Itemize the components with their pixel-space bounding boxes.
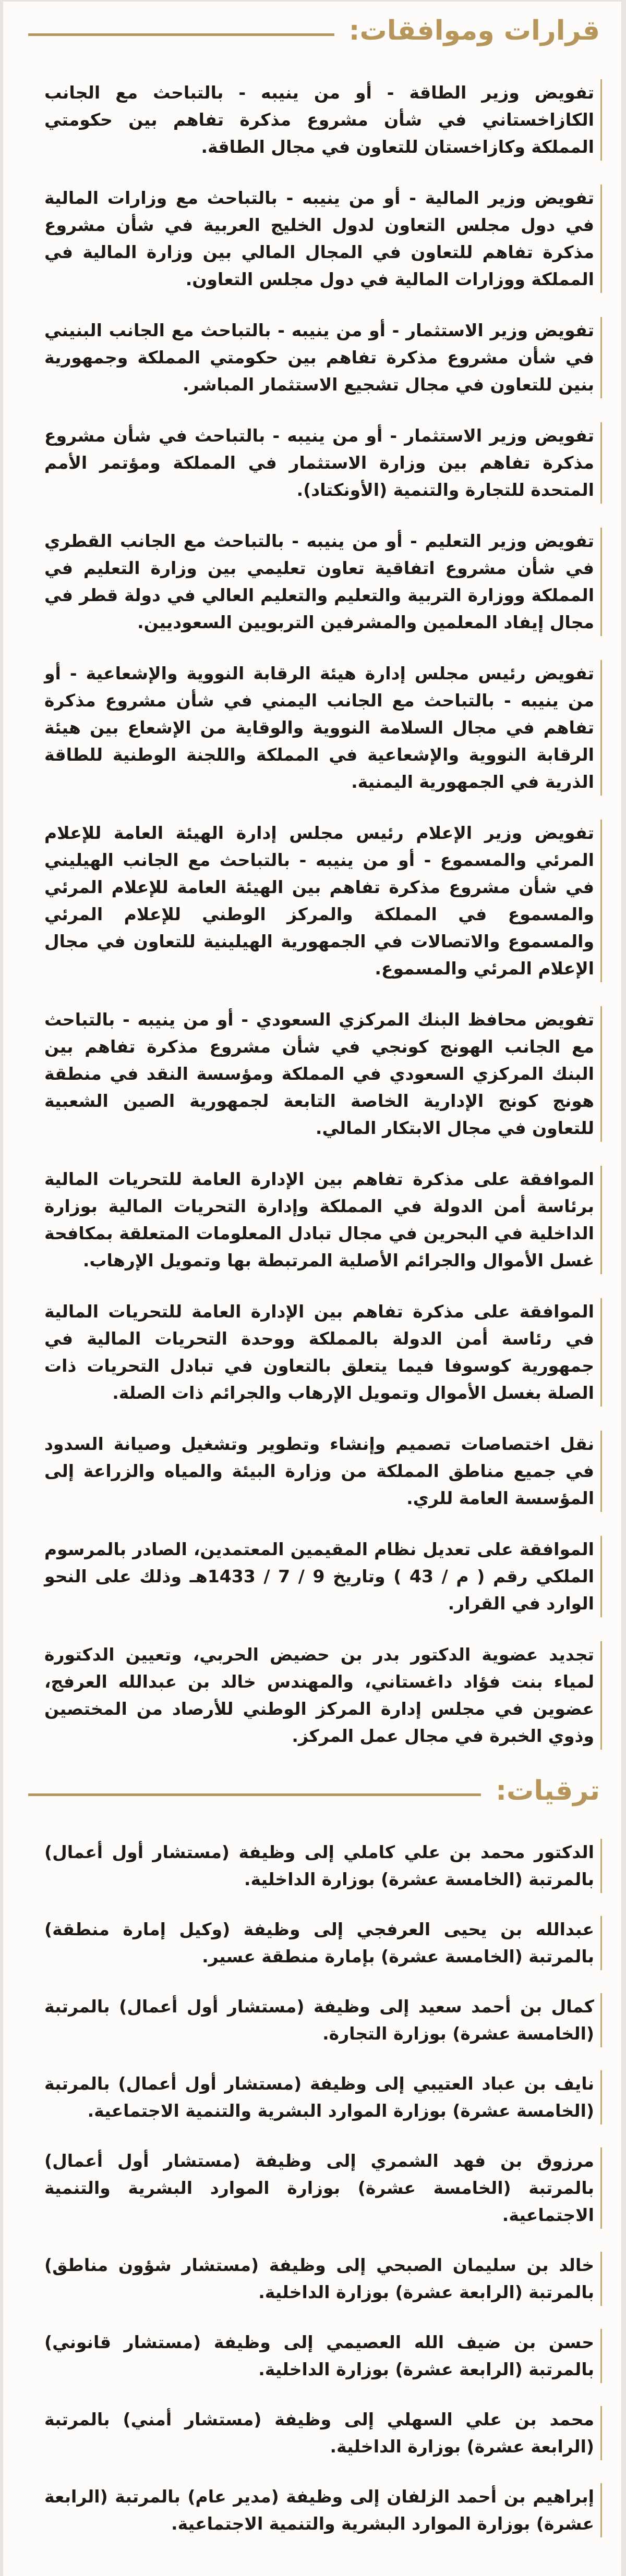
list-item: [44, 185, 602, 293]
list-item: [44, 1993, 602, 2047]
section-header: [28, 1774, 600, 1809]
list-item: [44, 660, 602, 796]
list-item: [44, 2252, 602, 2306]
item-text: تفويض وزير الطاقة - أو من ينيبه - بالتباحث مع الجانب الكازاخستاني في شأن مشروع مذكرة تفاهم بين حكومتي المملكة وكازاخستان للتعاون في مجال الطاقة.: [44, 82, 594, 157]
item-text: تفويض رئيس مجلس إدارة هيئة الرقابة النووية والإشعاعية - أو من ينيبه - بالتباحث مع الجانب اليمني في شأن مشروع مذكرة تفاهم في مجال السلامة النووية والوقاية من الإشعاع بين هيئة الرقابة النووية والإشعاعية في المملكة واللجنة الوطنية للطاقة الذرية في الجمهورية اليمنية.: [44, 663, 594, 792]
list-item: [44, 820, 602, 982]
list-item: [44, 528, 602, 636]
section-header: [28, 14, 600, 49]
item-text: الموافقة على مذكرة تفاهم بين الإدارة العامة للتحريات المالية في رئاسة أمن الدولة بالمملكة ووحدة التحريات المالية في جمهورية كوسوفا فيما يتعلق بالتعاون في تبادل التحريات ذات الصلة بغسل الأموال وتمويل الإرهاب والجرائم ذات الصلة.: [44, 1301, 594, 1403]
list-item: [44, 2147, 602, 2229]
list-item: [44, 1641, 602, 1750]
list-item: [44, 2329, 602, 2383]
item-text: خالد بن سليمان الصبحي إلى وظيفة (مستشار شؤون مناطق) بالمرتبة (الرابعة عشرة) بوزارة الداخلية.: [44, 2255, 594, 2303]
item-text: عبدالله بن يحيى العرفجي إلى وظيفة (وكيل إمارة منطقة) بالمرتبة (الخامسة عشرة) بإمارة منطقة عسير.: [44, 1919, 594, 1967]
section-title: قرارات وموافقات:: [348, 15, 600, 46]
item-text: محمد بن علي السهلي إلى وظيفة (مستشار أمني) بالمرتبة (الرابعة عشرة) بوزارة الداخلية.: [44, 2409, 594, 2457]
item-text: تفويض محافظ البنك المركزي السعودي - أو من ينيبه - بالتباحث مع الجانب الهونج كونجي في شأن مشروع مذكرة تفاهم بين البنك المركزي السعودي في المملكة ومؤسسة النقد في منطقة هونج كونج الإدارية الخاصة التابعة لجمهورية الصين الشعبية للتعاون في مجال الابتكار المالي.: [44, 1009, 594, 1138]
item-text: إبراهيم بن أحمد الزلفان إلى وظيفة (مدير عام) بالمرتبة (الرابعة عشرة) بوزارة الموارد البشرية والتنمية الاجتماعية.: [44, 2486, 594, 2534]
item-text: الدكتور محمد بن علي كاملي إلى وظيفة (مستشار أول أعمال) بالمرتبة (الخامسة عشرة) بوزارة الداخلية.: [44, 1842, 594, 1890]
item-text: تجديد عضوية الدكتور بدر بن حضيض الحربي، وتعيين الدكتورة لمياء بنت فؤاد داغستاني، والمهندس خالد بن عبدالله العرفج، عضوين في مجلس إدارة المركز الوطني للأرصاد من المختصين وذوي الخبرة في مجال عمل المركز.: [44, 1644, 594, 1746]
list-item: [44, 1536, 602, 1617]
section-decisions-approvals: [0, 14, 626, 1750]
list-item: [44, 79, 602, 161]
item-text: تفويض وزير الاستثمار - أو من ينيبه - بالتباحث مع الجانب البنيني في شأن مشروع مذكرة تفاهم بين حكومتي المملكة وجمهورية بنين للتعاون في مجال تشجيع الاستثمار المباشر.: [44, 320, 594, 395]
list-item: [44, 1839, 602, 1893]
list-item: [44, 2070, 602, 2125]
list-item: [44, 2406, 602, 2460]
gold-rule: [28, 33, 334, 36]
item-text: كمال بن أحمد سعيد إلى وظيفة (مستشار أول أعمال) بالمرتبة (الخامسة عشرة) بوزارة التجارة.: [44, 1996, 594, 2044]
item-text: نقل اختصاصات تصميم وإنشاء وتطوير وتشغيل وصيانة السدود في جميع مناطق المملكة من وزارة البيئة والمياه والزراعة إلى المؤسسة العامة للري.: [44, 1433, 594, 1508]
page-edge-left: [0, 0, 3, 2576]
page-edge-top: [0, 0, 626, 2]
item-text: نايف بن عباد العتيبي إلى وظيفة (مستشار أول أعمال) بالمرتبة (الخامسة عشرة) بوزارة الموارد البشرية والتنمية الاجتماعية.: [44, 2073, 594, 2121]
list-item: [44, 1298, 602, 1407]
list-item: [44, 1006, 602, 1142]
list-item: [44, 2483, 602, 2537]
item-text: مرزوق بن فهد الشمري إلى وظيفة (مستشار أول أعمال) بالمرتبة (الخامسة عشرة) بوزارة الموارد البشرية والتنمية الاجتماعية.: [44, 2151, 594, 2226]
item-text: تفويض وزير المالية - أو من ينيبه - بالتباحث مع وزارات المالية في دول مجلس التعاون لدول الخليج العربية في شأن مشروع مذكرة تفاهم للتعاون في المجال المالي بين وزارة المالية في المملكة ووزارات المالية في دول مجلس التعاون.: [44, 187, 594, 289]
list-item: [44, 317, 602, 398]
gold-rule: [28, 1793, 481, 1796]
item-text: تفويض وزير الاستثمار - أو من ينيبه - بالتباحث في شأن مشروع مذكرة تفاهم بين وزارة الاستثمار في المملكة ومؤتمر الأمم المتحدة للتجارة والتنمية (الأونكتاد).: [44, 425, 594, 500]
item-text: حسن بن ضيف الله العصيمي إلى وظيفة (مستشار قانوني) بالمرتبة (الرابعة عشرة) بوزارة الداخلية.: [44, 2332, 594, 2380]
list-item: [44, 1431, 602, 1512]
item-text: الموافقة على مذكرة تفاهم بين الإدارة العامة للتحريات المالية برئاسة أمن الدولة في المملكة وإدارة التحريات المالية بوزارة الداخلية في البحرين في مجال تبادل المعلومات المتعلقة بمكافحة غسل الأموال والجرائم الأصلية المرتبطة بها وتمويل الإرهاب.: [44, 1168, 594, 1271]
page-edge-right: [621, 0, 626, 2576]
list-item: [44, 422, 602, 504]
item-text: تفويض وزير التعليم - أو من ينيبه - بالتباحث مع الجانب القطري في شأن مشروع اتفاقية تعاون تعليمي بين وزارة التعليم في المملكة ووزارة التربية والتعليم والتعليم العالي في دولة قطر في مجال إيفاد المعلمين والمشرفين التربويين السعوديين.: [44, 530, 594, 632]
item-text: تفويض وزير الإعلام رئيس مجلس إدارة الهيئة العامة للإعلام المرئي والمسموع - أو من ينيبه - بالتباحث مع الجانب الهيليني في شأن مشروع مذكرة تفاهم بين الهيئة العامة للإعلام المرئي والمسموع في المملكة والمركز الوطني للإعلام المرئي والمسموع والاتصالات في الجمهورية الهيلينية للتعاون في مجال الإعلام المرئي والمسموع.: [44, 822, 594, 979]
list-item: [44, 1166, 602, 1274]
item-text: الموافقة على تعديل نظام المقيمين المعتمدين، الصادر بالمرسوم الملكي رقم ( م / 43 ) وتاريخ 9 / 7 / 1433هـ وذلك على النحو الوارد في القرار.: [44, 1539, 594, 1614]
list-item: [44, 1916, 602, 1970]
section-promotions: [0, 1774, 626, 2538]
section-title: ترقيات:: [496, 1775, 600, 1806]
